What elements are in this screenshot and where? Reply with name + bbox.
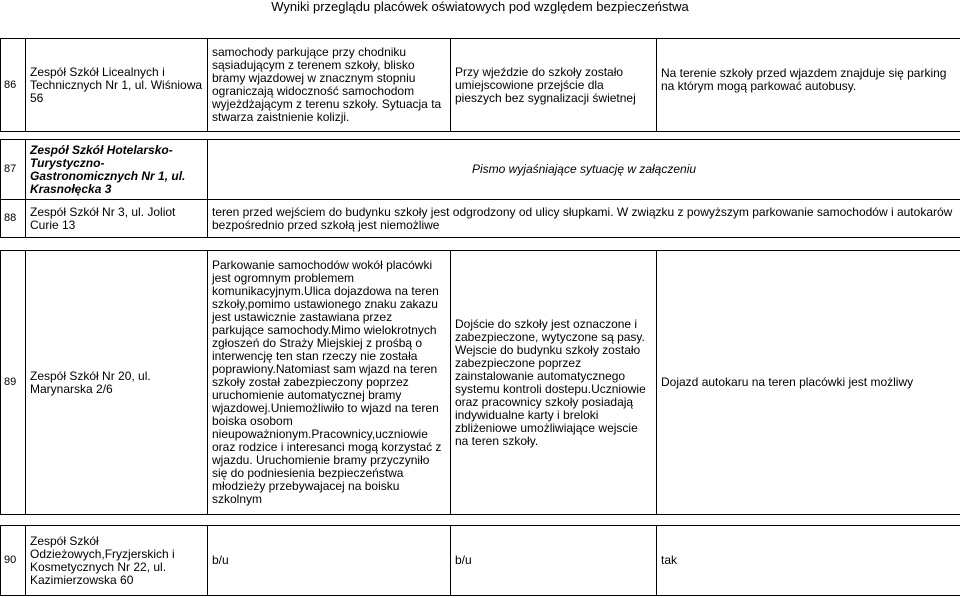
row-number: 89	[1, 251, 26, 515]
school-name: Zespół Szkół Nr 20, ul. Marynarska 2/6	[26, 251, 208, 515]
table-row	[1, 200, 960, 238]
row-number: 90	[1, 526, 26, 596]
parking-situation: b/u	[208, 526, 451, 596]
parking-situation: Parkowanie samochodów wokół placówki jest ogromnym problemem komunikacyjnym.Ulica dojazdowa na teren szkoły,pomimo ustawionego znaku zakazu jest ustawicznie zastawiana przez parkujące samochody.Mimo wielokrotnych zgłoszeń do Straży Miejskiej z prośbą o interwencję ten stan rzeczy nie została poprawiony.Natomiast sam wjazd na teren szkoły został zabezpieczony poprzez uruchomienie automatycznej bramy wjazdowej.Uniemożliwiło to wjazd na teren boiska osobom nieupoważnionym.Pracownicy,uczniowie oraz rodzice i interesanci mogą korzystać z wjazdu. Uruchomienie bramy przyczyniło się do podniesienia bezpieczeństwa młodzieży przebywajacej na boisku szkolnym	[208, 251, 451, 515]
bus-access: Na terenie szkoły przed wjazdem znajduje się parking na którym mogą parkować autobusy.	[657, 39, 960, 132]
school-name: Zespół Szkół Licealnych i Technicznych Nr 1, ul. Wiśniowa 56	[26, 39, 208, 132]
bus-access: Dojazd autokaru na teren placówki jest możliwy	[657, 251, 960, 515]
school-name: Zespół Szkół Hotelarsko-Turystyczno-Gastronomicznych Nr 1, ul. Krasnołęcka 3	[26, 140, 208, 200]
school-name: Zespół Szkół Odzieżowych,Fryzjerskich i Kosmetycznych Nr 22, ul. Kazimierzowska 60	[26, 526, 208, 596]
table-row	[1, 140, 960, 200]
pedestrian-access: Przy wjeździe do szkoły zostało umiejscowione przejście dla pieszych bez sygnalizacji świetnej	[451, 39, 657, 132]
bus-access: tak	[657, 526, 960, 596]
merged-note: Pismo wyjaśniające sytuację w załączeniu	[208, 140, 960, 200]
results-table	[0, 38, 960, 596]
table-row	[1, 526, 960, 596]
row-number: 87	[1, 140, 26, 200]
table-row	[1, 39, 960, 132]
page-title: Wyniki przeglądu placówek oświatowych pod względem bezpieczeństwa	[271, 0, 689, 14]
merged-note: teren przed wejściem do budynku szkoły jest odgrodzony od ulicy słupkami. W związku z powyższym parkowanie samochodów i autokarów bezpośrednio przed szkołą jest niemożliwe	[208, 200, 960, 238]
school-name: Zespół Szkół Nr 3, ul. Joliot Curie 13	[26, 200, 208, 238]
pedestrian-access: Dojście do szkoły jest oznaczone i zabezpieczone, wytyczone są pasy. Wejscie do budynku szkoły zostało zabezpieczone poprzez zainstalowanie automatycznego systemu kontroli dostepu.Uczniowie oraz pracownicy szkoły posiadają indywidualne karty i breloki zbliżeniowe umożliwiające wejscie na teren szkoły.	[451, 251, 657, 515]
pedestrian-access: b/u	[451, 526, 657, 596]
table-row	[1, 251, 960, 515]
row-number: 88	[1, 200, 26, 238]
parking-situation: samochody parkujące przy chodniku sąsiadującym z terenem szkoły, blisko bramy wjazdowej w znacznym stopniu ograniczają widoczność samochodom wyjeżdżającym z terenu szkoły. Sytuacja ta stwarza zaistnienie kolizji.	[208, 39, 451, 132]
row-number: 86	[1, 39, 26, 132]
